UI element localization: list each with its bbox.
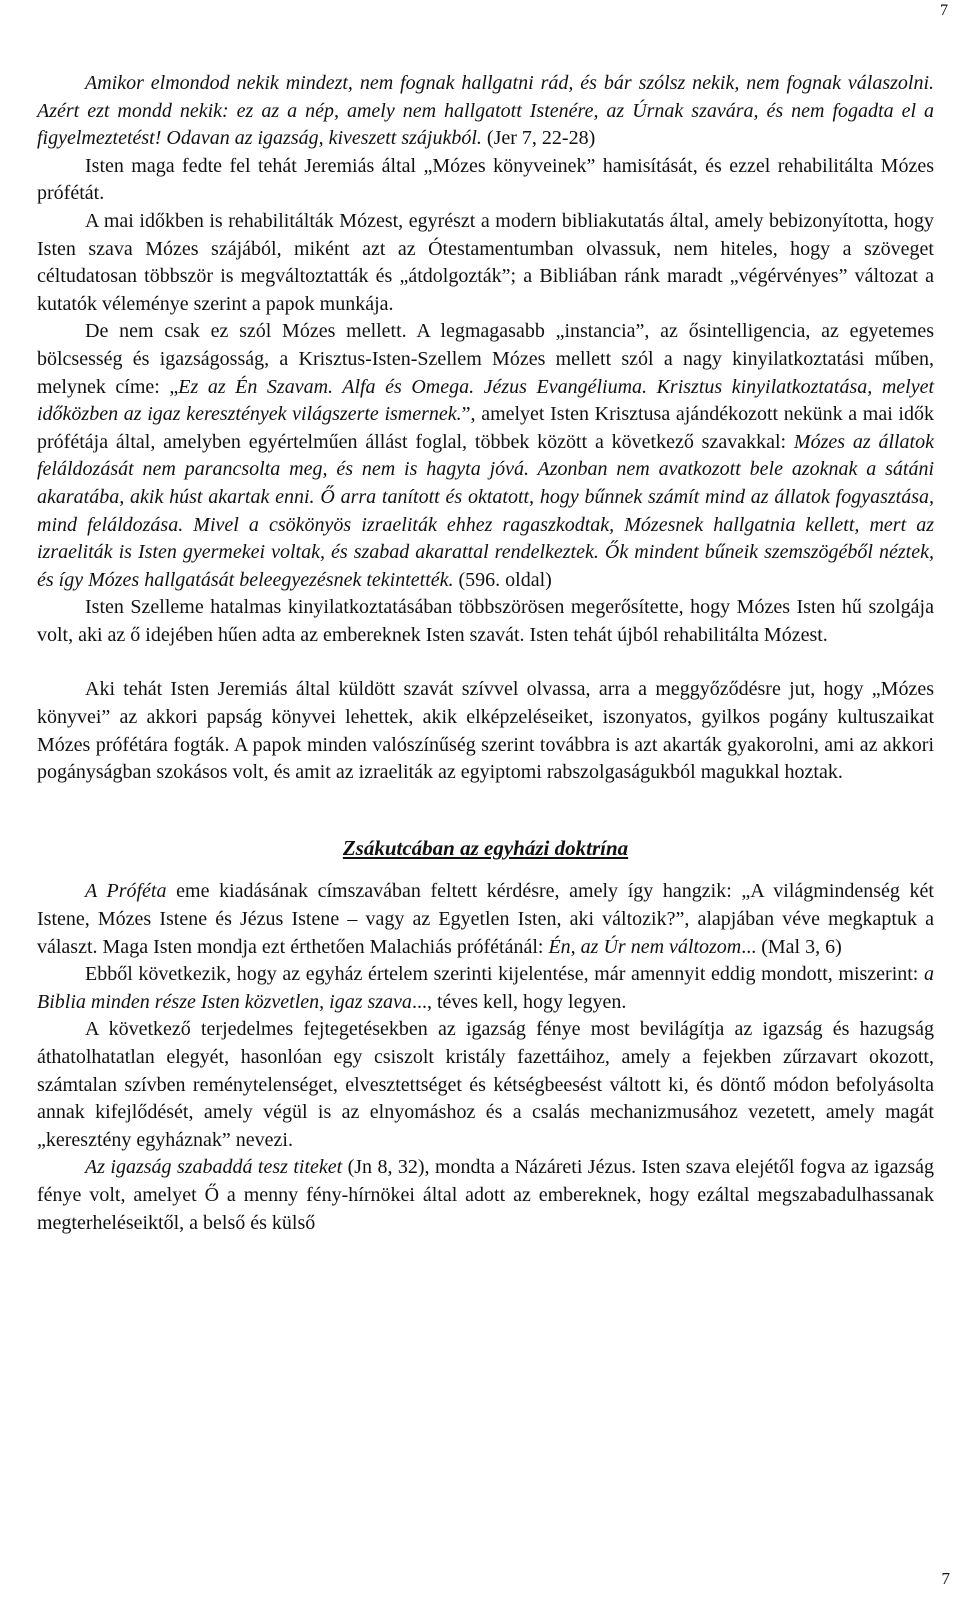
quote-text: Mózes az állatok feláldozását nem parancsolta meg, és nem is hagyta jóvá. Azonban nem avatkozott bele azoknak a sátáni akaratába, akik húst akartak enni. Ő arra tanított és oktatott, hogy bűnnek számít mind az állatok fogyasztása, mind feláldozása. Mivel a csökönyös izraeliták ehhez ragaszkodtak, Mózesnek hallgatnia kellett, mert az izraeliták is Isten gyermekei voltak, és szabad akarattal rendelkeztek. Ők mindent bűneik szemszögéből néztek, és így Mózes hallgatását beleegyezésnek tekintették. — [37, 430, 934, 591]
citation: ... (Mal 3, 6) — [741, 935, 842, 958]
paragraph-quote-jeremiah — [37, 70, 934, 153]
paragraph: Az igazság szabaddá tesz titeket (Jn 8, 32), mondta a Názáreti Jézus. Isten szava elejétől fogva az igazság fénye volt, amelyet Ő a menny fény-hírnökei által adott az embereknek, hogy ezáltal megszabadulhassanak megterheléseiktől, a belső és külső — [37, 1156, 934, 1234]
document-body — [37, 70, 934, 1237]
paragraph: A mai időkben is rehabilitálták Mózest, egyrészt a modern bibliakutatás által, amely bebizonyította, hogy Isten szava Mózes szájából, miként azt az Ótestamentumban olvassuk, nem hiteles, hogy a szöveget céltudatosan többször is megváltoztatták és „átdolgozták”; a Bibliában ránk maradt „végérvényes” változat a kutatók véleménye szerint a papok munkája. — [37, 209, 934, 315]
paragraph: De nem csak ez szól Mózes mellett. A legmagasabb „instancia”, az ősintelligencia, az egyetemes bölcsesség és igazságosság, a Krisztus-Isten-Szellem Mózes mellett szól a nagy kinyilatkoztatási műben, melynek címe: „Ez az Én Szavam. Alfa és Omega. Jézus Evangéliuma. Krisztus kinyilatkoztatása, melyet időközben az igaz keresztények világszerte ismernek.”, amelyet Isten Krisztusa ajándékozott nekünk a mai idők prófétája által, amelyben egyértelműen állást foglal, többek között a következő szavakkal: Mózes az állatok feláldozását nem parancsolta meg, és nem is hagyta jóvá. Azonban nem avatkozott bele azoknak a sátáni akaratába, akik húst akartak enni. Ő arra tanított és oktatott, hogy bűnnek számít mind az állatok fogyasztása, mind feláldozása. Mivel a csökönyös izraeliták ehhez ragaszkodtak, Mózesnek hallgatnia kellett, mert az izraeliták is Isten gyermekei voltak, és szabad akarattal rendelkeztek. Ők mindent bűneik szemszögéből néztek, és így Mózes hallgatását beleegyezésnek tekintették. (596. oldal) — [37, 320, 935, 591]
publication-title: A Próféta — [85, 880, 167, 903]
paragraph: Isten Szelleme hatalmas kinyilatkoztatásában többszörösen megerősítette, hogy Mózes Isten hű szolgája volt, aki az ő idejében hűen adta az embereknek Isten szavát. Isten tehát újból rehabilitálta Mózest. — [37, 596, 934, 646]
spacer — [37, 649, 934, 676]
quote-text: a Biblia minden része Isten közvetlen, igaz szava — [37, 963, 934, 1013]
paragraph: Aki tehát Isten Jeremiás által küldött szavát szívvel olvassa, arra a meggyőződésre jut, hogy „Mózes könyvei” az akkori papság könyvei lehettek, akik elképzeléseiket, iszonyatos, gyilkos pogány kultuszaikat Mózes prófétára fogták. A papok minden valószínűség szerint továbbra is azt akarták gyakorolni, ami az akkori pogányságban szokásos volt, és amit az izraeliták az egyiptomi rabszolgaságukból magukkal hoztak. — [37, 678, 934, 784]
paragraph: A következő terjedelmes fejtegetésekben az igazság fénye most bevilágítja az igazság és hazugság áthatolhatatlan elegyét, hasonlóan egy csiszolt kristály fazettáihoz, amely a fejekben zűrzavart okozott, számtalan szívben reménytelenséget, elvesztettséget és kétségbeesést váltott ki, és döntő módon befolyásolta annak kifejlődését, amely végül is az elnyomáshoz és a csalás mechanizmusához vezetett, amely magát „keresztény egyháznak” nevezi. — [37, 1018, 934, 1151]
page-number-bottom: 7 — [941, 1569, 950, 1588]
quote-text: Az igazság szabaddá tesz titeket — [85, 1156, 343, 1179]
paragraph: A Próféta eme kiadásának címszavában feltett kérdésre, amely így hangzik: „A világmindenség két Istene, Mózes Istene és Jézus Istene – vagy az Egyetlen Isten, aki változik?”, alapjában véve megkaptuk a választ. Maga Isten mondja ezt érthetően Malachiás prófétánál: Én, az Úr nem változom... (Mal 3, 6) — [37, 880, 934, 958]
citation: (Jer 7, 22-28) — [481, 127, 596, 150]
paragraph: Ebből következik, hogy az egyház értelem szerinti kijelentése, már amennyit eddig mondott, miszerint: a Biblia minden része Isten közvetlen, igaz szava..., téves kell, hogy legyen. — [37, 963, 934, 1013]
quote-text: Én, az Úr nem változom — [548, 935, 742, 958]
page-number-top: 7 — [940, 2, 948, 19]
section-heading: Zsákutcában az egyházi doktrína — [342, 835, 629, 860]
paragraph: Isten maga fedte fel tehát Jeremiás által „Mózes könyveinek” hamisítását, és ezzel rehabilitálta Mózes prófétát. — [37, 154, 934, 205]
citation: (596. oldal) — [453, 568, 552, 591]
quote-text: Amikor elmondod nekik mindezt, nem fognak hallgatni rád, és bár szólsz nekik, nem fognak válaszolni. Azért ezt mondd nekik: ez az a nép, amely nem hallgatott Istenére, az Úrnak szavára, és nem fogadta el a figyelmeztetést! Odavan az igazság, kiveszett szájukból. — [37, 72, 934, 150]
book-title: Ez az Én Szavam. Alfa és Omega. Jézus Evangéliuma. Krisztus kinyilatkoztatása, melyet időközben az igaz keresztények világszerte ismernek. — [37, 375, 935, 426]
